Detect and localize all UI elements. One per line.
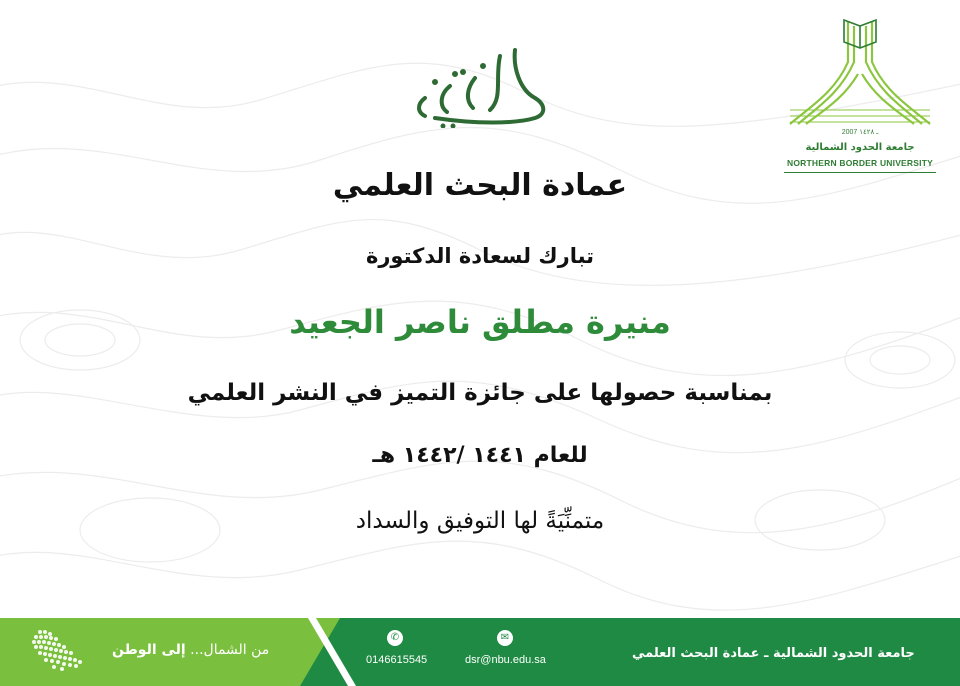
congratulations-calligraphy	[395, 38, 560, 128]
deanship-title: عمادة البحث العلمي	[332, 168, 628, 203]
logo-name-arabic: جامعة الحدود الشمالية	[805, 142, 915, 153]
logo-year: 2007 ـ ١٤٢٨	[841, 129, 879, 136]
saudi-map-icon	[26, 626, 96, 672]
footer-slogan	[112, 642, 269, 658]
slogan-part2: إلى الوطن	[112, 642, 186, 658]
university-logo-icon	[780, 12, 940, 127]
phone-icon: ✆	[387, 630, 403, 646]
slogan-part1: من الشمال...	[190, 642, 270, 658]
occasion-line: بمناسبة حصولها على جائزة التميز في النشر العلمي	[187, 380, 773, 406]
footer-bar	[0, 618, 960, 686]
footer-organization: جامعة الحدود الشمالية ـ عمادة البحث العلمي	[632, 646, 915, 661]
wishes-line: متمنِّيَةً لها التوفيق والسداد	[355, 508, 605, 534]
calligraphy-ornament	[395, 38, 560, 128]
greeting-line: تبارك لسعادة الدكتورة	[365, 244, 595, 268]
footer-email[interactable]: dsr@nbu.edu.sa	[465, 654, 546, 666]
honoree-name: منيرة مطلق ناصر الجعيد	[289, 303, 671, 341]
logo-name-english: NORTHERN BORDER UNIVERSITY	[787, 158, 933, 168]
footer-phone[interactable]: 0146615545	[366, 654, 428, 666]
university-logo	[780, 12, 945, 177]
academic-year: للعام ١٤٤١ /١٤٤٢ هـ	[372, 443, 588, 468]
email-icon: ✉	[497, 630, 513, 646]
